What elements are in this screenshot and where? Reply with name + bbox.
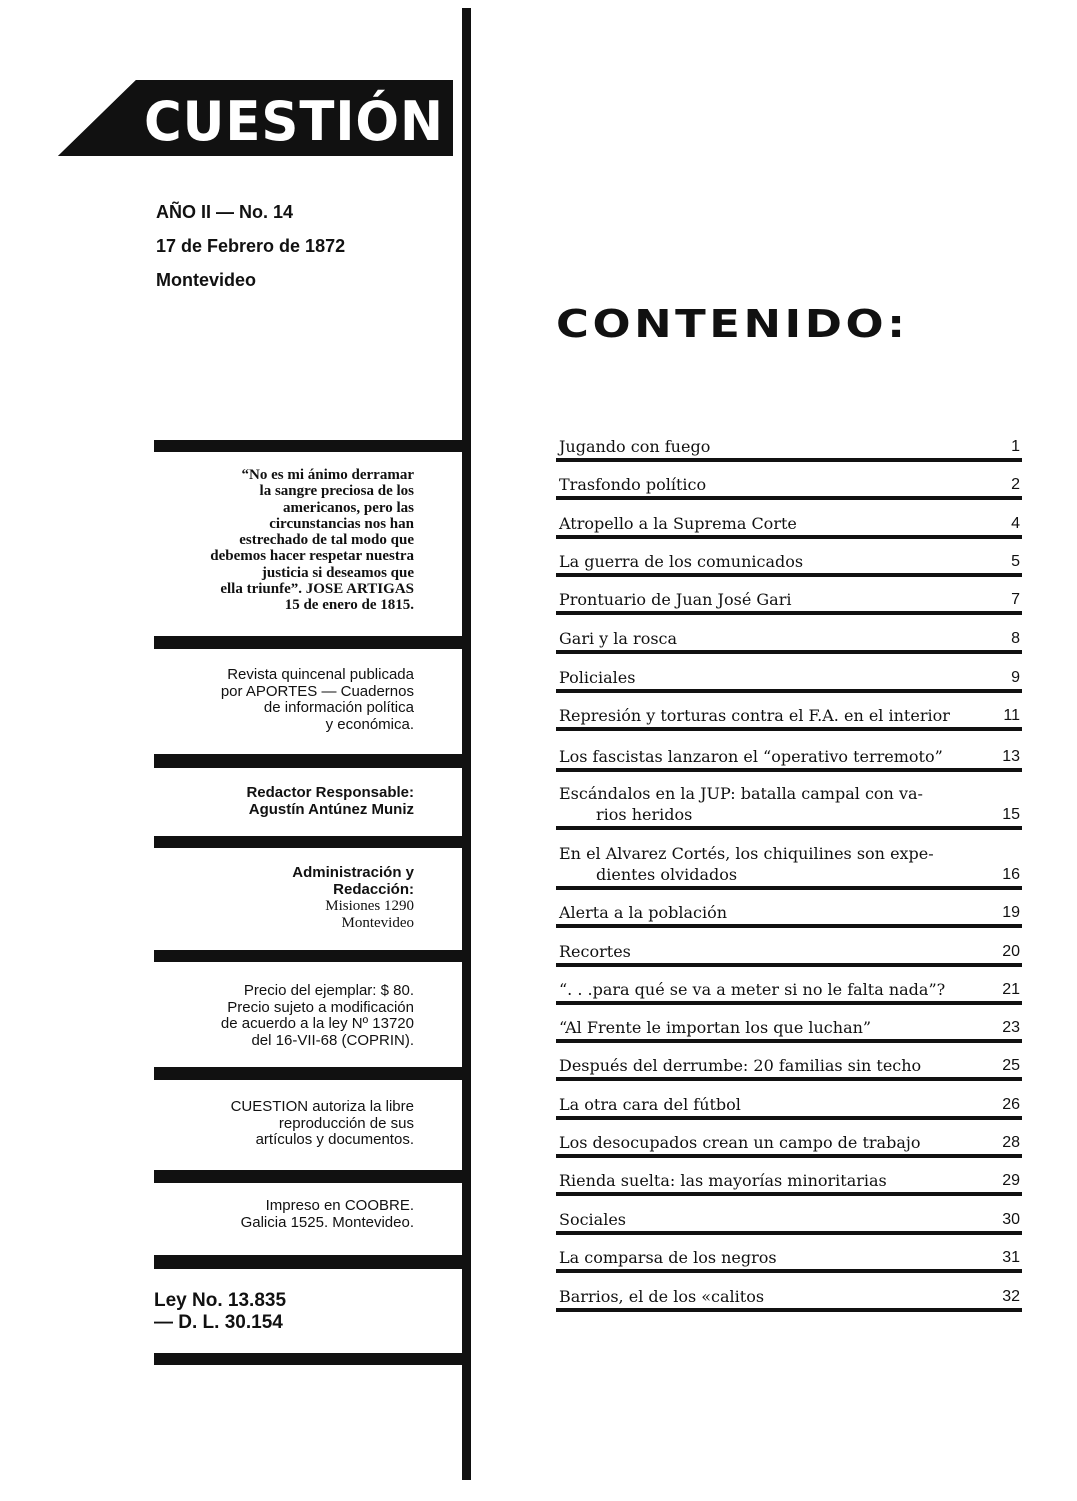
- toc-title: La guerra de los comunicados: [559, 552, 804, 571]
- toc-title: Los desocupados crean un campo de trabajo: [559, 1133, 921, 1152]
- publisher-line: y económica.: [325, 715, 414, 733]
- toc-page: 19: [1002, 904, 1020, 921]
- issue-number: AÑO II — No. 14: [156, 202, 294, 222]
- administration-info: [150, 865, 414, 931]
- toc-page: 26: [1002, 1096, 1020, 1113]
- divider-bar: [154, 636, 462, 649]
- price-line: Precio del ejemplar: $ 80.: [243, 982, 414, 999]
- toc-title: “Al Frente le importan los que luchan”: [559, 1018, 872, 1037]
- toc-title: Represión y torturas contra el F.A. en el interior: [559, 706, 950, 725]
- contents-heading: CONTENIDO:: [556, 302, 909, 346]
- artigas-quote: [150, 467, 414, 614]
- toc-title: “. . .para qué se va a meter si no le falta nada”?: [559, 980, 946, 999]
- toc-title: La comparsa de los negros: [559, 1248, 777, 1267]
- toc-page: 31: [1002, 1249, 1020, 1266]
- issue-city: Montevideo: [156, 270, 257, 290]
- toc-page: 15: [1002, 806, 1020, 823]
- toc-page: 7: [1011, 591, 1020, 608]
- admin-label: Redacción:: [333, 880, 414, 898]
- toc-item[interactable]: [556, 591, 1022, 615]
- toc-item[interactable]: [556, 939, 1022, 967]
- admin-address: Misiones 1290: [325, 898, 414, 914]
- quote-line: debemos hacer respetar nuestra: [210, 548, 414, 565]
- printer-line: Impreso en COOBRE.: [265, 1197, 414, 1214]
- toc-title: Sociales: [559, 1210, 627, 1229]
- toc-page: 23: [1002, 1019, 1020, 1036]
- toc-item[interactable]: [556, 844, 1022, 890]
- toc-title: La otra cara del fútbol: [559, 1095, 741, 1114]
- divider-bar: [154, 1353, 462, 1365]
- vertical-divider: [462, 8, 471, 1480]
- price-line: Precio sujeto a modificación: [227, 998, 414, 1016]
- toc-title: Recortes: [559, 942, 631, 961]
- toc-page: 5: [1011, 553, 1020, 570]
- toc-page: 4: [1011, 515, 1020, 532]
- quote-line: ella triunfe”. JOSE ARTIGAS: [220, 581, 414, 598]
- toc-title: Jugando con fuego: [559, 437, 711, 456]
- toc-title: Los fascistas lanzaron el “operativo terremoto”: [559, 747, 943, 766]
- toc-title: Policiales: [559, 668, 636, 687]
- toc-item[interactable]: [556, 1169, 1022, 1196]
- toc-item[interactable]: [556, 669, 1022, 693]
- toc-page: 32: [1002, 1288, 1020, 1305]
- toc-page: 13: [1002, 748, 1020, 765]
- toc-page: 16: [1002, 866, 1020, 883]
- toc-item[interactable]: [556, 900, 1022, 928]
- toc-item[interactable]: [556, 515, 1022, 539]
- quote-line: “No es mi ánimo derramar: [241, 467, 414, 483]
- divider-bar: [154, 440, 462, 452]
- quote-line: la sangre preciosa de los: [259, 483, 414, 500]
- toc-page: 29: [1002, 1172, 1020, 1189]
- publisher-info: [150, 667, 414, 733]
- toc-page: 30: [1002, 1211, 1020, 1228]
- divider-bar: [154, 1255, 462, 1269]
- publisher-line: de información política: [263, 699, 414, 716]
- toc-item[interactable]: [556, 1093, 1022, 1120]
- toc-title: En el Alvarez Cortés, los chiquilines son expe-: [559, 844, 934, 863]
- printer-info: [150, 1198, 414, 1231]
- divider-bar: [154, 950, 462, 962]
- legal-deposit: [154, 1290, 286, 1334]
- admin-city: Montevideo: [341, 914, 414, 931]
- divider-bar: [154, 754, 462, 768]
- cuestion-logo: [58, 72, 453, 158]
- publisher-line: Revista quincenal publicada: [227, 666, 414, 683]
- rights-line: artículos y documentos.: [255, 1131, 414, 1148]
- toc-page: 1: [1011, 438, 1020, 455]
- dl-number: — D. L. 30.154: [154, 1312, 283, 1333]
- toc-item[interactable]: [556, 978, 1022, 1005]
- toc-item[interactable]: [556, 553, 1022, 577]
- publisher-line: por APORTES — Cuadernos: [220, 682, 414, 700]
- toc-title-continued: rios heridos: [596, 805, 693, 824]
- toc-title: Atropello a la Suprema Corte: [559, 514, 797, 533]
- divider-bar: [154, 836, 462, 848]
- toc-page: 2: [1011, 476, 1020, 493]
- divider-bar: [154, 1067, 462, 1080]
- toc-page: 8: [1011, 630, 1020, 647]
- ley-number: Ley No. 13.835: [154, 1290, 287, 1311]
- toc-title: Trasfondo político: [559, 475, 707, 494]
- toc-page: 9: [1011, 669, 1020, 686]
- toc-title: Alerta a la población: [559, 903, 727, 922]
- quote-line: 15 de enero de 1815.: [284, 597, 414, 614]
- toc-page: 11: [1003, 707, 1020, 724]
- rights-info: [150, 1099, 414, 1149]
- toc-item[interactable]: [556, 476, 1022, 500]
- editor-label: Redactor Responsable:: [246, 784, 414, 801]
- toc-item[interactable]: [556, 1054, 1022, 1081]
- toc-item[interactable]: [556, 1285, 1022, 1312]
- price-info: [150, 983, 414, 1049]
- toc-title: Prontuario de Juan José Gari: [559, 590, 792, 609]
- printer-line: Galicia 1525. Montevideo.: [240, 1213, 414, 1231]
- toc-title-continued: dientes olvidados: [596, 865, 738, 884]
- price-line: del 16-VII-68 (COPRIN).: [251, 1031, 414, 1049]
- quote-line: estrechado de tal modo que: [239, 532, 414, 549]
- rights-line: reproducción de sus: [278, 1114, 414, 1132]
- toc-page: 28: [1002, 1134, 1020, 1151]
- toc-item[interactable]: [556, 1131, 1022, 1158]
- toc-page: 20: [1002, 943, 1020, 960]
- toc-title: Escándalos en la JUP: batalla campal con va-: [559, 784, 923, 803]
- editor-info: [150, 785, 414, 818]
- toc-item[interactable]: [556, 784, 1022, 830]
- toc-item[interactable]: [556, 1208, 1022, 1235]
- toc-item[interactable]: [556, 438, 1022, 462]
- toc-item[interactable]: [556, 1246, 1022, 1273]
- toc-title: Barrios, el de los «calitos: [559, 1287, 765, 1306]
- price-line: de acuerdo a la ley Nº 13720: [220, 1015, 414, 1032]
- toc-title: Después del derrumbe: 20 familias sin techo: [559, 1056, 922, 1075]
- toc-page: 25: [1002, 1057, 1020, 1074]
- toc-item[interactable]: [556, 630, 1022, 654]
- toc-item[interactable]: [556, 745, 1022, 772]
- logo-text: CUESTIÓN: [144, 90, 444, 153]
- quote-line: americanos, pero las: [283, 499, 414, 516]
- editor-name: Agustín Antúnez Muniz: [248, 800, 414, 818]
- issue-date: 17 de Febrero de 1872: [156, 236, 346, 256]
- toc-item[interactable]: [556, 707, 1022, 731]
- toc-title: Gari y la rosca: [559, 629, 678, 648]
- quote-line: justicia si deseamos que: [261, 564, 414, 581]
- divider-bar: [154, 1170, 462, 1183]
- toc-item[interactable]: [556, 1016, 1022, 1043]
- admin-label: Administración y: [292, 864, 414, 881]
- quote-line: circunstancias nos han: [269, 515, 414, 532]
- toc-title: Rienda suelta: las mayorías minoritarias: [559, 1171, 887, 1190]
- toc-page: 21: [1002, 981, 1020, 998]
- rights-line: CUESTION autoriza la libre: [230, 1098, 414, 1115]
